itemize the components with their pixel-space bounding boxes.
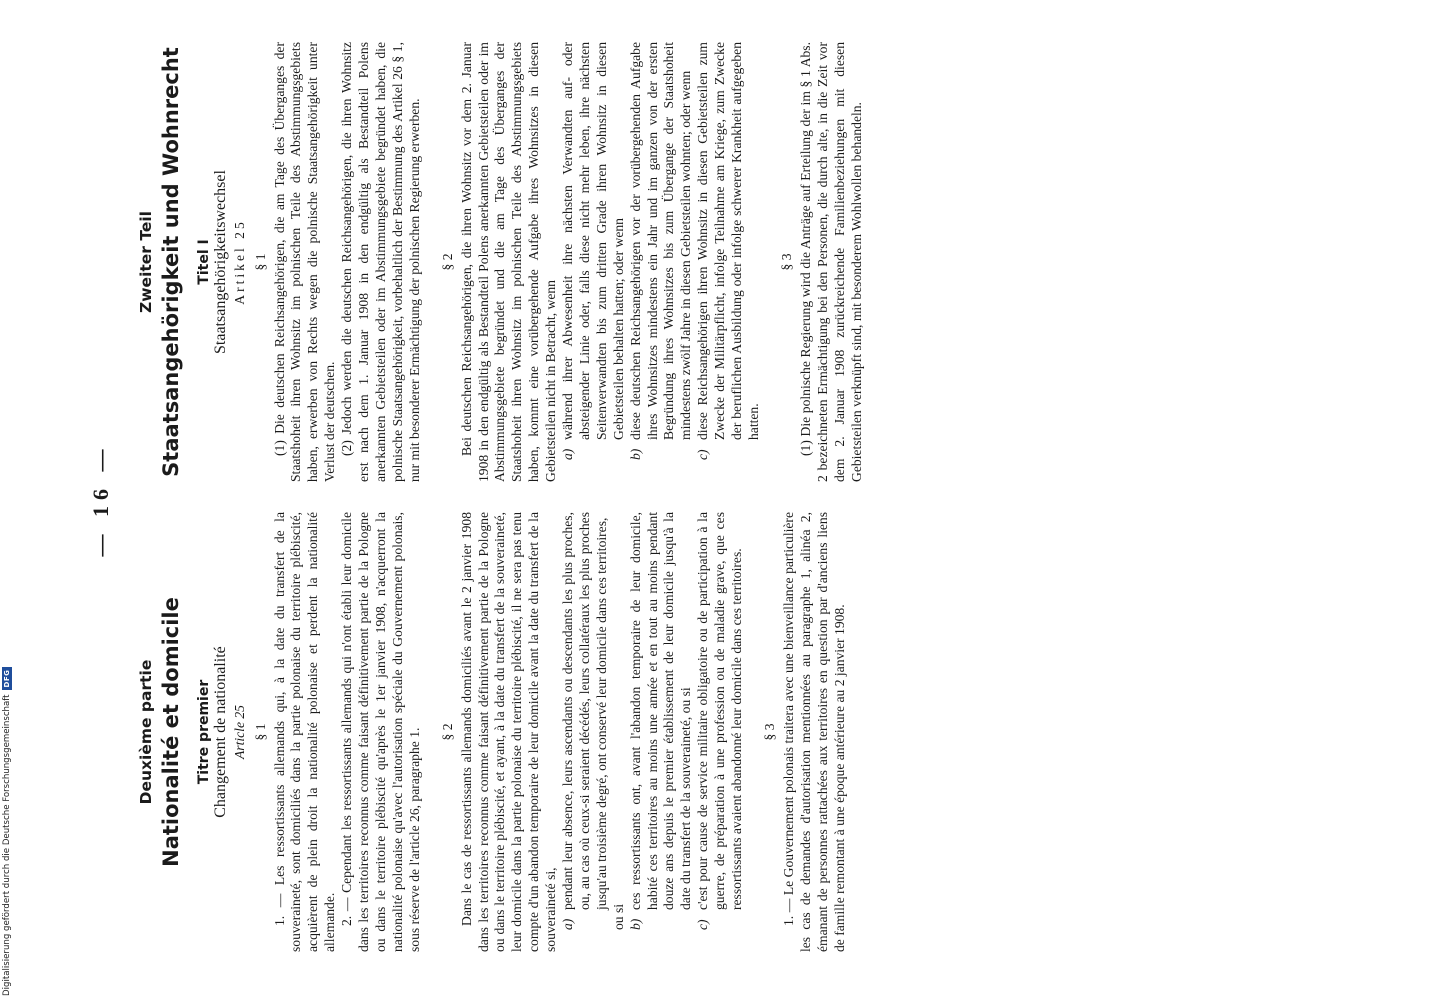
- de-s2-item-a-mark: a): [560, 448, 576, 460]
- page-number: — 16 —: [88, 443, 113, 557]
- digitization-credit-text: Digitalisierung gefördert durch die Deutsche Forschungsgemeinschaft: [2, 694, 12, 996]
- fr-s1-paragraph-1: 1. — Les ressortissants allemands qui, à la date du transfert de la souveraineté, sont domiciliés dans la partie polonaise du territoire plébiscité, acquièrent de plein droit la nationalité polonaise et perdent la nationalité allemande.: [271, 512, 338, 952]
- fr-part-title: Nationalité et domicile: [158, 597, 183, 867]
- fr-s2-item-b: [628, 512, 696, 930]
- fr-s2-item-a-or: ou si: [610, 903, 626, 930]
- fr-s2-item-a-text: pendant leur absence, leurs ascendants ou descendants les plus proches, ou, au cas où ceux-si seraient décédés, leurs collatéraux les plus proches jusqu'au troisième degré, ont conservé leur domicile dans ces territoires,: [560, 512, 609, 910]
- dfg-logo-icon: DFG: [2, 667, 12, 691]
- fr-s2-item-c: [695, 512, 746, 930]
- de-s1-paragraph-2: (2) Jedoch werden die deutschen Reichsangehörigen, die ihren Wohnsitz erst nach dem 1. Januar 1908 in den endgültig als Bestandteil Polens anerkannten Gebietsteilen oder im Abstimmungsgebiete begründet haben, die polnische Staatsangehörigkeit, vorbehaltlich der Bestimmung des Artikel 26 § 1, nur mit besonderer Ermächtigung der polnischen Regierung erwerben.: [339, 42, 422, 482]
- de-s2-item-a-text: während ihrer Abwesenheit ihre nächsten Verwandten auf- oder absteigender Linie oder, falls diese nicht mehr leben, ihre nächsten Seitenverwandten bis zum dritten Grade ihren Wohnsitz in diesen Gebietsteilen behalten hatten; oder wenn: [560, 42, 626, 440]
- de-part-label: Zweiter Teil: [137, 211, 155, 313]
- de-s1-paragraph-1: (1) Die deutschen Reichsangehörigen, die am Tage des Überganges der Staatshoheit ihren Wohnsitz im polnischen Teile des Abstimmungsgebiets haben, erwerben von Rechts wegen die polnische Staatsangehörigkeit unter Verlust der deutschen.: [271, 42, 338, 482]
- de-s2-intro: Bei deutschen Reichsangehörigen, die ihren Wohnsitz vor dem 2. Januar 1908 in den endgültig als Bestandteil Polens anerkannten Gebietsteilen oder im Abstimmungsgebiete begründet und die am Tage des Überganges der Staatshoheit ihren Wohnsitz im polnischen Teile des Abstimmungsgebiets haben, kommt eine vorübergehende Aufgabe ihres Wohnsitzes in diesen Gebietsteilen nicht in Betracht, wenn: [458, 42, 559, 482]
- fr-s2-item-c-text: c'est pour cause de service militaire obligatoire ou de participation à la guerre, de préparation à une profession ou de maladie grave, que ces ressortissants avaient abandonné leur domicile dans ces territoires.: [695, 512, 745, 910]
- de-titel-subtitle: Staatsangehörigkeitswechsel: [211, 170, 229, 354]
- fr-part-label: Deuxième partie: [137, 659, 155, 805]
- fr-s2-item-a: [560, 512, 611, 930]
- fr-s2-intro: Dans le cas de ressortissants allemands domiciliés avant le 2 janvier 1908 dans les territoires reconnus comme faisant définitivement partie de la Pologne ou dans le territoire plébiscité, et ayant, à la date du transfert de la souveraineté, leur domicile dans la partie polonaise du territoire plébiscité, il ne sera pas tenu compte d'un abandon temporaire de leur domicile avant la date du transfert de la souveraineté si,: [458, 512, 559, 952]
- fr-section-2-heading: § 2: [439, 723, 455, 741]
- fr-titre-subtitle: Changement de nationalité: [211, 646, 229, 818]
- fr-s2-item-c-mark: c): [695, 919, 711, 930]
- fr-s1-paragraph-2: 2. — Cependant les ressortissants allemands qui n'ont établi leur domicile dans les territoires reconnus comme faisant définitivement partie de la Pologne ou dans le territoire plébiscité qu'après le 1er janvier 1908, n'acquerront la nationalité polonaise qu'avec l'autorisation spéciale du Gouvernement polonais, sous réserve de l'article 26, paragraphe 1.: [339, 512, 422, 952]
- de-section-1-heading: § 1: [252, 253, 268, 271]
- de-s2-item-c-text: diese Reichsangehörigen ihren Wohnsitz in diesen Gebietsteilen zum Zwecke der Militärpflicht, infolge Teilnahme am Kriege, zum Zwecke der beruflichen Ausbildung oder infolge schwerer Krankheit aufgegeben hatten.: [695, 42, 761, 440]
- de-article-heading: Artikel 25: [231, 219, 247, 305]
- fr-s2-item-a-mark: a): [560, 918, 576, 930]
- fr-section-1-heading: § 1: [252, 723, 268, 741]
- de-s2-item-b-mark: b): [627, 448, 643, 460]
- fr-titre: Titre premier: [195, 679, 212, 785]
- de-s2-item-c: [695, 42, 763, 460]
- fr-article-heading: Article 25: [231, 705, 247, 759]
- fr-section-3-heading: § 3: [762, 723, 777, 741]
- french-column: [138, 512, 849, 952]
- de-s2-item-b: [628, 42, 696, 460]
- fr-s2-item-b-mark: b): [627, 918, 643, 930]
- german-column: [138, 42, 865, 482]
- digitization-credit: [2, 667, 12, 996]
- de-s2-item-a: [560, 42, 628, 460]
- de-s3-paragraph-1: (1) Die polnische Regierung wird die Anträge auf Erteilung der im § 1 Abs. 2 bezeichneten Ermächtigung bei den Personen, die durch alte, in die Zeit vor dem 2. Januar 1908 zurückreichende Familienbeziehungen mit diesen Gebietsteilen verknüpft sind, mit besonderem Wohlwollen behandeln.: [797, 42, 864, 482]
- de-section-3-heading: § 3: [778, 253, 794, 271]
- de-section-2-heading: § 2: [439, 253, 455, 271]
- de-s2-item-b-text: diese deutschen Reichsangehörigen vor der vorübergehenden Aufgabe ihres Wohnsitzes mindestens ein Jahr und im ganzen von der ersten Begründung ihres Wohnsitzes bis zum Übergange der Staatshoheit mindestens zwölf Jahre in diesen Gebietsteilen wohnten; oder wenn: [627, 42, 694, 440]
- fr-s3-paragraph-1: 1. — Le Gouvernement polonais traitera avec une bienveillance particulière les cas de demandes d'autorisation mentionnées au paragraphe 1, alinéa 2, émanant de personnes rattachées aux territoires en question par d'anciens liens de famille remontant à une époque antérieure au 2 janvier 1908.: [780, 512, 847, 952]
- fr-s2-item-b-text: ces ressortissants ont, avant l'abandon temporaire de leur domicile, habité ces territoires au moins une année et en tout au moins pendant douze ans depuis le premier établissement de leur domicile jusqu'à la date du transfert de la souveraineté, ou si: [627, 512, 694, 910]
- de-part-title: Staatsangehörigkeit und Wohnrecht: [158, 47, 183, 477]
- de-s2-item-c-mark: c): [695, 449, 711, 460]
- de-titel: Titel I: [195, 239, 212, 285]
